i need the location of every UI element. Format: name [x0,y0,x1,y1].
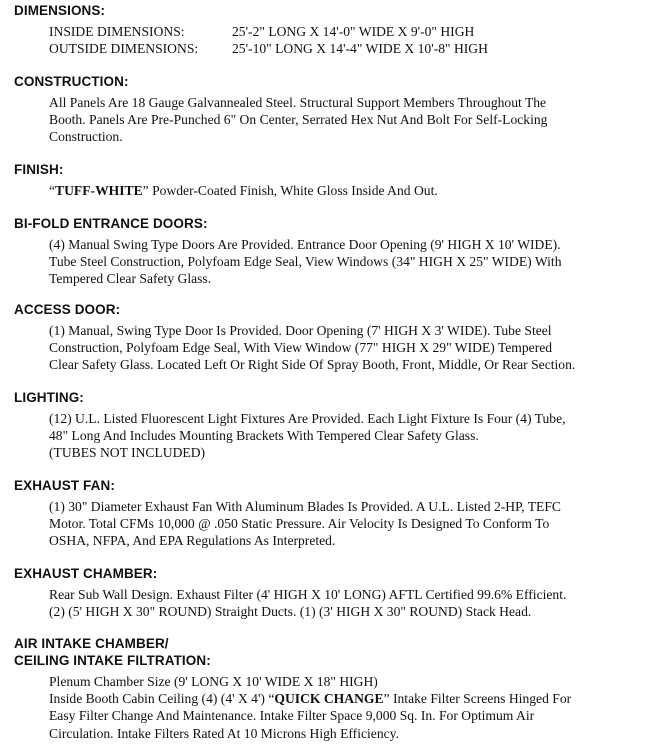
access-door-line: Clear Safety Glass. Located Left Or Right Side Of Spray Booth, Front, Middle, Or Rear Section. [49,357,576,373]
access-door-heading: ACCESS DOOR: [14,302,121,317]
construction-line: Construction. [49,129,123,145]
access-door-line: Construction, Polyfoam Edge Seal, With View Window (77" HIGH X 29" WIDE) Tempered [49,340,553,356]
inside-dimensions-value: 25'-2" LONG X 14'-0" WIDE X 9'-0" HIGH [232,24,475,39]
air-intake-body [49,673,645,742]
air-intake-line2-before: Inside Booth Cabin Ceiling (4) (4' X 4') “ [49,691,275,707]
outside-dimensions-label: OUTSIDE DIMENSIONS: [49,41,199,56]
finish-rest: ” Powder-Coated Finish, White Gloss Inside And Out. [142,183,438,198]
access-door-body [49,322,645,374]
air-intake-line [49,690,645,707]
exhaust-fan-body [49,498,645,550]
construction-line: Booth. Panels Are Pre-Punched 6" On Center, Serrated Hex Nut And Bolt For Self-Locking [49,112,548,128]
finish-open-quote: “ [49,183,56,198]
exhaust-fan-line: (1) 30" Diameter Exhaust Fan With Aluminum Blades Is Provided. A U.L. Listed 2-HP, TEFC [49,499,561,514]
finish-heading: FINISH: [14,162,64,177]
air-intake-line2-after: ” Intake Filter Screens Hinged For [383,691,572,707]
inside-dimensions-row [49,23,645,40]
bifold-doors-body [49,236,645,288]
exhaust-fan-line: OSHA, NFPA, And EPA Regulations As Interpreted. [49,533,336,549]
exhaust-fan-heading: EXHAUST FAN: [14,478,115,493]
bifold-line: (4) Manual Swing Type Doors Are Provided. Entrance Door Opening (9' HIGH X 10' WIDE). [49,237,561,252]
finish-line [49,182,645,199]
quick-change-brand: QUICK CHANGE [274,691,384,707]
lighting-heading: LIGHTING: [14,390,84,405]
inside-dimensions-label: INSIDE DIMENSIONS: [49,24,185,39]
ceiling-intake-heading: CEILING INTAKE FILTRATION: [14,653,211,668]
air-intake-line: Easy Filter Change And Maintenance. Intake Filter Space 9,000 Sq. In. For Optimum Air [49,708,535,724]
finish-body [49,182,645,199]
outside-dimensions-value: 25'-10" LONG X 14'-4" WIDE X 10'-8" HIGH [232,41,488,56]
bifold-line: Tube Steel Construction, Polyfoam Edge Seal, View Windows (34" HIGH X 25" WIDE) With [49,254,562,270]
dimensions-section [49,23,645,57]
outside-dimensions-row [49,40,645,57]
bifold-doors-heading: BI-FOLD ENTRANCE DOORS: [14,216,208,231]
finish-brand: TUFF-WHITE [55,183,143,198]
lighting-line: (12) U.L. Listed Fluorescent Light Fixtures Are Provided. Each Light Fixture Is Four (4) Tube, [49,411,566,426]
air-intake-heading: AIR INTAKE CHAMBER/ [14,636,169,651]
lighting-body [49,410,645,462]
lighting-line: (TUBES NOT INCLUDED) [49,445,206,461]
lighting-line: 48" Long And Includes Mounting Brackets With Tempered Clear Safety Glass. [49,428,479,444]
exhaust-chamber-line: Rear Sub Wall Design. Exhaust Filter (4' HIGH X 10' LONG) AFTL Certified 99.6% Efficient. [49,587,567,602]
exhaust-chamber-heading: EXHAUST CHAMBER: [14,566,158,581]
bifold-line: Tempered Clear Safety Glass. [49,271,212,287]
construction-heading: CONSTRUCTION: [14,74,129,89]
air-intake-line: Plenum Chamber Size (9' LONG X 10' WIDE X 18" HIGH) [49,674,378,689]
dimensions-heading: DIMENSIONS: [14,3,106,18]
exhaust-chamber-body [49,586,645,620]
construction-line: All Panels Are 18 Gauge Galvannealed Steel. Structural Support Members Throughout The [49,95,547,110]
access-door-line: (1) Manual, Swing Type Door Is Provided. Door Opening (7' HIGH X 3' WIDE). Tube Steel [49,323,552,338]
exhaust-chamber-line: (2) (5' HIGH X 30" ROUND) Straight Ducts. (1) (3' HIGH X 30" ROUND) Stack Head. [49,604,532,620]
construction-body [49,94,645,146]
exhaust-fan-line: Motor. Total CFMs 10,000 @ .050 Static Pressure. Air Velocity Is Designed To Conform To [49,516,550,532]
air-intake-line: Circulation. Intake Filters Rated At 10 Microns High Efficiency. [49,725,399,741]
